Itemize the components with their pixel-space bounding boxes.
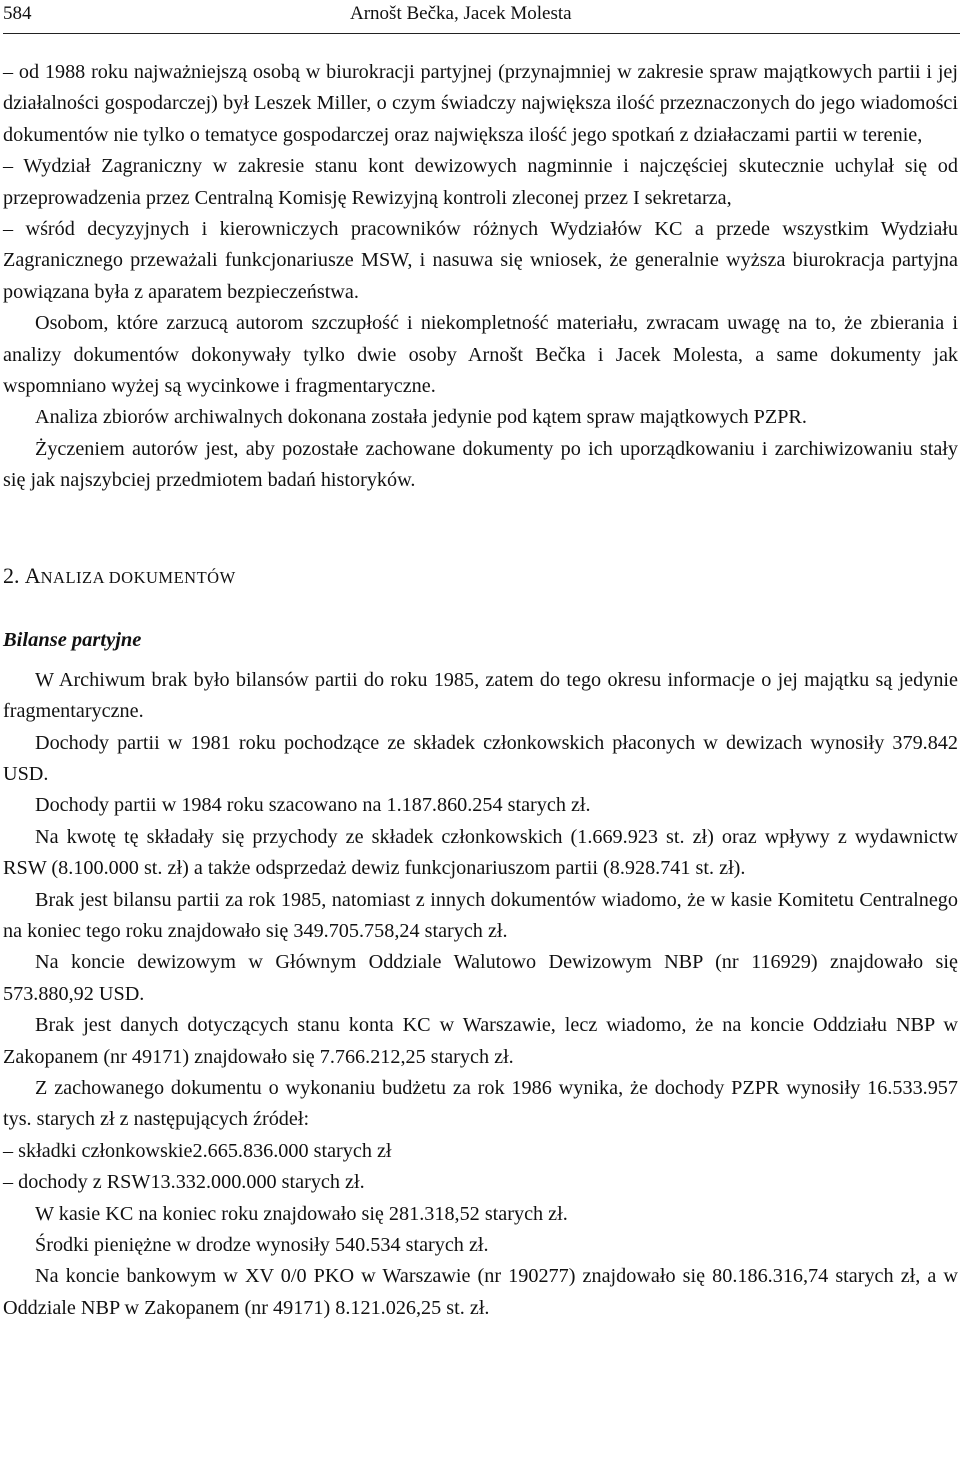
list-item: – od 1988 roku najważniejszą osobą w biurokracji partyjnej (przynajmniej w zakresie spraw majątkowych partii i jej działalności gospodarczej) był Leszek Miller, o czym świadczy największa ilość przeznaczonych do jego wiadomości dokumentów nie tylko o tematyce gospodarczej oraz największa ilość jego spotkań z działaczami partii w terenie, [3,61,958,146]
list-item: – Wydział Zagraniczny w zakresie stanu kont dewizowych nagminnie i najczęściej skutecznie uchylał się od przeprowadzenia przez Centralną Komisję Rewizyjną kontroli zleconej przez I sekretarza, [3,155,958,209]
section-title-part: NALIZA [40,567,109,587]
section-number: 2. [3,562,20,588]
running-head-authors: Arnošt Bečka, Jacek Molesta [350,3,572,24]
subsection-heading: Bilanse partyjne [3,628,142,651]
paragraph: W kasie KC na koniec roku znajdowało się 281.318,52 starych zł. [35,1202,568,1225]
page-number: 584 [3,3,32,24]
paragraph: Analiza zbiorów archiwalnych dokonana została jedynie pod kątem spraw majątkowych PZPR. [35,406,807,429]
paragraph: W Archiwum brak było bilansów partii do roku 1985, zatem do tego okresu informacje o jej majątku są jedynie fragmentaryczne. [3,668,958,723]
section-title-initial: A [24,562,41,588]
section-body [3,665,958,1325]
paragraph: Na kwotę tę składały się przychody ze składek członkowskich (1.669.923 st. zł) oraz wpływy z wydawnictw RSW (8.100.000 st. zł) a także odsprzedaż dewiz funkcjonariuszom partii (8.928.741 st. zł). [3,825,958,880]
section-heading [3,560,958,593]
paragraph: Życzeniem autorów jest, aby pozostałe zachowane dokumenty po ich uporządkowaniu i zarchiwizowaniu stały się jak najszybciej przedmiotem badań historyków. [3,437,958,492]
page-content [3,57,958,1324]
paragraph: Brak jest danych dotyczących stanu konta KC w Warszawie, lecz wiadomo, że na koncie Oddziału NBP w Zakopanem (nr 49171) znajdowało się 7.766.212,25 starych zł. [3,1014,958,1068]
section-title-part: DOKUMENTÓW [108,567,236,587]
list-item: – wśród decyzyjnych i kierowniczych pracowników różnych Wydziałów KC a przede wszystkim Wydziału Zagranicznego przeważali funkcjonariusze MSW, i nasuwa się wniosek, że generalnie wyższa biurokracja partyjna powiązana była z aparatem bezpieczeństwa. [3,218,958,303]
list-item: – dochody z RSW13.332.000.000 starych zł. [3,1171,365,1194]
paragraph: Osobom, które zarzucą autorom szczupłość i niekompletność materiału, zwracam uwagę na to, że zbierania i analizy dokumentów dokonywały tylko dwie osoby Arnošt Bečka i Jacek Molesta, a same dokumenty jak wspomniano wyżej są wycinkowe i fragmentaryczne. [3,312,958,398]
paragraph: Na koncie dewizowym w Głównym Oddziale Walutowo Dewizowym NBP (nr 116929) znajdowało się 573.880,92 USD. [3,951,958,1005]
paragraph: Dochody partii w 1981 roku pochodzące ze składek członkowskich płaconych w dewizach wynosiły 379.842 USD. [3,731,958,785]
header-rule [3,33,960,34]
paragraph: Brak jest bilansu partii za rok 1985, natomiast z innych dokumentów wiadomo, że w kasie Komitetu Centralnego na koniec tego roku znajdowało się 349.705.758,24 starych zł. [3,888,958,942]
list-item: – składki członkowskie2.665.836.000 starych zł [3,1139,392,1162]
paragraph: Środki pieniężne w drodze wynosiły 540.534 starych zł. [35,1234,489,1256]
paragraph: Z zachowanego dokumentu o wykonaniu budżetu za rok 1986 wynika, że dochody PZPR wynosiły 16.533.957 tys. starych zł z następujących źródeł: [3,1076,958,1131]
running-header [3,2,960,28]
paragraph: Na koncie bankowym w XV 0/0 PKO w Warszawie (nr 190277) znajdowało się 80.186.316,74 starych zł, a w Oddziale NBP w Zakopanem (nr 49171) 8.121.026,25 st. zł. [3,1265,958,1319]
paragraph: Dochody partii w 1984 roku szacowano na 1.187.860.254 starych zł. [35,794,591,817]
